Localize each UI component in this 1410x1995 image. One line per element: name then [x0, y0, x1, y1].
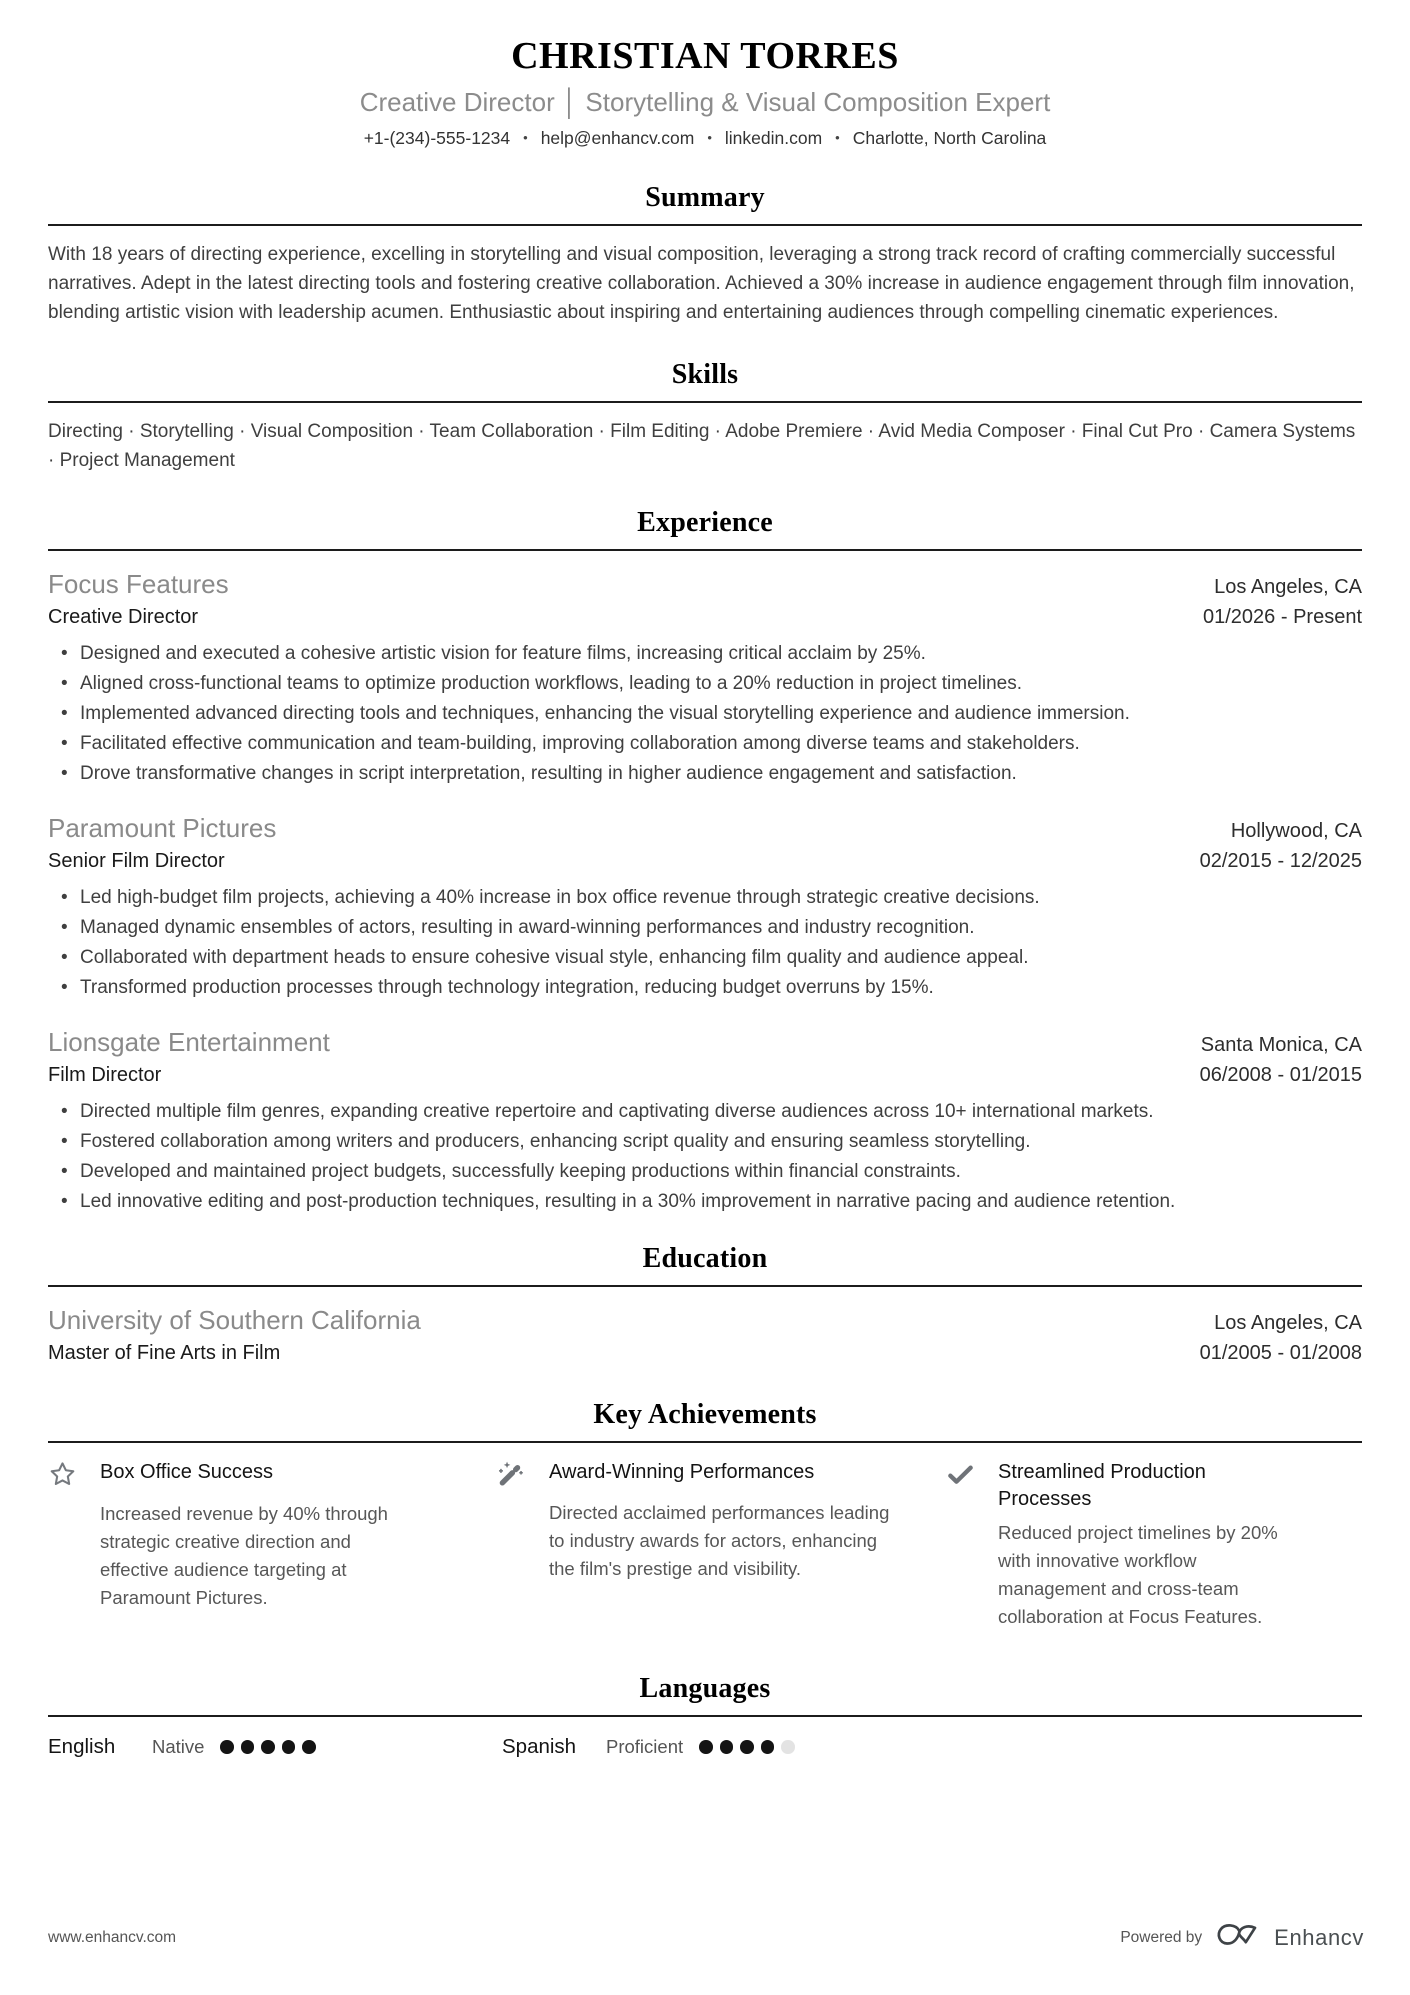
section-divider — [48, 224, 1362, 226]
section-divider — [48, 549, 1362, 551]
level-dot-filled — [241, 1740, 255, 1754]
job-bullet-list — [48, 1097, 1362, 1217]
powered-by-group[interactable] — [1120, 1920, 1364, 1955]
level-dot-filled — [261, 1740, 275, 1754]
job-bullet: • Aligned cross-functional teams to optimize production workflows, leading to a 20% reduction in project timelines. — [48, 669, 1280, 699]
language-level-label: Native — [152, 1736, 205, 1757]
contact-separator-dot: • — [835, 130, 840, 145]
job-title: Film Director — [48, 1064, 162, 1086]
job-title: Senior Film Director — [48, 850, 225, 872]
job-bullet-list — [48, 883, 1362, 1003]
level-dot-filled — [220, 1740, 234, 1754]
language-level-label: Proficient — [606, 1736, 684, 1757]
section-experience — [48, 505, 1362, 1217]
star-icon — [48, 1459, 78, 1494]
job-dates: 06/2008 - 01/2015 — [1199, 1064, 1362, 1086]
level-dot-filled — [740, 1740, 754, 1754]
candidate-name: CHRISTIAN TORRES — [511, 35, 899, 77]
achievement-description: Directed acclaimed performances leading to industry awards for actors, enhancing the film's prestige and visibility. — [549, 1502, 890, 1579]
education-entry — [48, 1303, 1362, 1367]
experience-entry — [48, 567, 1362, 789]
job-bullet: • Developed and maintained project budgets, successfully keeping productions within financial constraints. — [48, 1157, 1280, 1187]
job-bullet: • Managed dynamic ensembles of actors, resulting in award-winning performances and industry recognition. — [48, 913, 1280, 943]
job-bullet: • Fostered collaboration among writers and producers, enhancing script quality and ensuring seamless storytelling. — [48, 1127, 1280, 1157]
job-dates: 02/2015 - 12/2025 — [1199, 850, 1362, 872]
powered-by-label: Powered by — [1120, 1928, 1203, 1946]
achievement-title: Box Office Success — [100, 1461, 274, 1483]
job-bullet: • Led high-budget film projects, achieving a 40% increase in box office revenue through strategic creative decisions. — [48, 883, 1280, 913]
achievement-description: Increased revenue by 40% through strategic creative direction and effective audience targeting at Paramount Pictures. — [100, 1503, 388, 1608]
contact-separator-dot: • — [523, 130, 528, 145]
education-dates: 01/2005 - 01/2008 — [1199, 1342, 1362, 1364]
contact-row — [48, 126, 1362, 152]
language-name: Spanish — [502, 1735, 577, 1758]
linkedin-link[interactable]: linkedin.com — [724, 128, 823, 148]
degree-name: Master of Fine Arts in Film — [48, 1342, 281, 1364]
languages-heading: Languages — [639, 1673, 771, 1704]
section-languages — [48, 1671, 1362, 1759]
achievement-item — [48, 1459, 497, 1631]
level-dot-filled — [761, 1740, 775, 1754]
check-icon — [946, 1459, 976, 1494]
job-bullet-list — [48, 639, 1362, 789]
location-text: Charlotte, North Carolina — [852, 128, 1047, 148]
email-link[interactable]: help@enhancv.com — [540, 128, 695, 148]
language-level-dots — [699, 1740, 795, 1754]
magic-wand-icon — [497, 1459, 527, 1493]
enhancv-brand-text: Enhancv — [1274, 1924, 1364, 1950]
job-location: Hollywood, CA — [1230, 820, 1362, 842]
achievements-heading: Key Achievements — [593, 1399, 817, 1430]
skills-list: Directing · Storytelling · Visual Composition · Team Collaboration · Film Editing · Adobe Premiere · Avid Media Composer · Final Cut Pro · Camera Systems · Project Management — [48, 421, 1356, 471]
enhancv-logo-icon — [1214, 1920, 1262, 1955]
job-bullet: • Designed and executed a cohesive artistic vision for feature films, increasing critical acclaim by 25%. — [48, 639, 1280, 669]
job-title: Creative Director — [48, 606, 199, 628]
job-location: Los Angeles, CA — [1214, 576, 1362, 598]
section-divider — [48, 1715, 1362, 1717]
job-bullet: • Implemented advanced directing tools and techniques, enhancing the visual storytelling experience and audience immersion. — [48, 699, 1280, 729]
level-dot-filled — [699, 1740, 713, 1754]
achievement-item — [497, 1459, 946, 1631]
language-item — [502, 1735, 956, 1759]
summary-heading: Summary — [645, 182, 765, 213]
company-name: Focus Features — [48, 569, 229, 599]
company-name: Lionsgate Entertainment — [48, 1027, 330, 1057]
skills-heading: Skills — [671, 359, 739, 390]
job-bullet: • Drove transformative changes in script interpretation, resulting in higher audience engagement and satisfaction. — [48, 759, 1280, 789]
page-footer — [48, 1920, 1364, 1955]
experience-heading: Experience — [637, 507, 773, 538]
achievement-item — [946, 1459, 1395, 1631]
education-heading: Education — [642, 1243, 768, 1274]
website-link[interactable]: www.enhancv.com — [48, 1928, 177, 1946]
experience-entry — [48, 1025, 1362, 1217]
achievements-grid — [48, 1459, 1362, 1631]
language-item — [48, 1735, 502, 1759]
languages-row — [48, 1735, 1362, 1759]
achievement-title: Award-Winning Performances — [549, 1461, 815, 1483]
summary-text: With 18 years of directing experience, excelling in storytelling and visual composition, leveraging a strong track record of crafting commercially successful narratives. Adept in the latest directing tools and fostering creative collaboration. Achieved a 30% increase in audience engagement through film innovation, blending artistic vision with leadership acumen. Enthusiastic about inspiring and entertaining audiences through compelling cinematic experiences. — [48, 244, 1355, 323]
level-dot-filled — [720, 1740, 734, 1754]
job-bullet: • Led innovative editing and post-production techniques, resulting in a 30% improvement in narrative pacing and audience retention. — [48, 1187, 1280, 1217]
job-dates: 01/2026 - Present — [1203, 606, 1362, 628]
school-name: University of Southern California — [48, 1305, 421, 1335]
job-bullet: • Collaborated with department heads to ensure cohesive visual style, enhancing film quality and audience appeal. — [48, 943, 1280, 973]
section-divider — [48, 401, 1362, 403]
experience-entry — [48, 811, 1362, 1003]
resume-header — [48, 34, 1362, 152]
section-key-achievements — [48, 1397, 1362, 1631]
company-name: Paramount Pictures — [48, 813, 277, 843]
contact-separator-dot: • — [707, 130, 712, 145]
level-dot-filled — [302, 1740, 316, 1754]
section-divider — [48, 1441, 1362, 1443]
job-bullet: • Transformed production processes through technology integration, reducing budget overruns by 15%. — [48, 973, 1280, 1003]
candidate-headline: Creative Director │ Storytelling & Visual Composition Expert — [359, 87, 1051, 117]
school-location: Los Angeles, CA — [1214, 1312, 1362, 1334]
section-divider — [48, 1285, 1362, 1287]
phone-number: +1-(234)-555-1234 — [363, 128, 511, 148]
section-skills — [48, 357, 1362, 475]
level-dot-filled — [282, 1740, 296, 1754]
section-summary — [48, 180, 1362, 327]
job-bullet: • Directed multiple film genres, expanding creative repertoire and captivating diverse audiences across 10+ international markets. — [48, 1097, 1280, 1127]
level-dot-empty — [781, 1740, 795, 1754]
job-location: Santa Monica, CA — [1200, 1034, 1362, 1056]
language-level-dots — [220, 1740, 316, 1754]
achievement-title: Streamlined Production Processes — [998, 1461, 1206, 1510]
language-name: English — [48, 1735, 116, 1758]
job-bullet: • Facilitated effective communication and team-building, improving collaboration among diverse teams and stakeholders. — [48, 729, 1280, 759]
achievement-description: Reduced project timelines by 20% with innovative workflow management and cross-team collaboration at Focus Features. — [998, 1522, 1278, 1627]
section-education — [48, 1241, 1362, 1367]
